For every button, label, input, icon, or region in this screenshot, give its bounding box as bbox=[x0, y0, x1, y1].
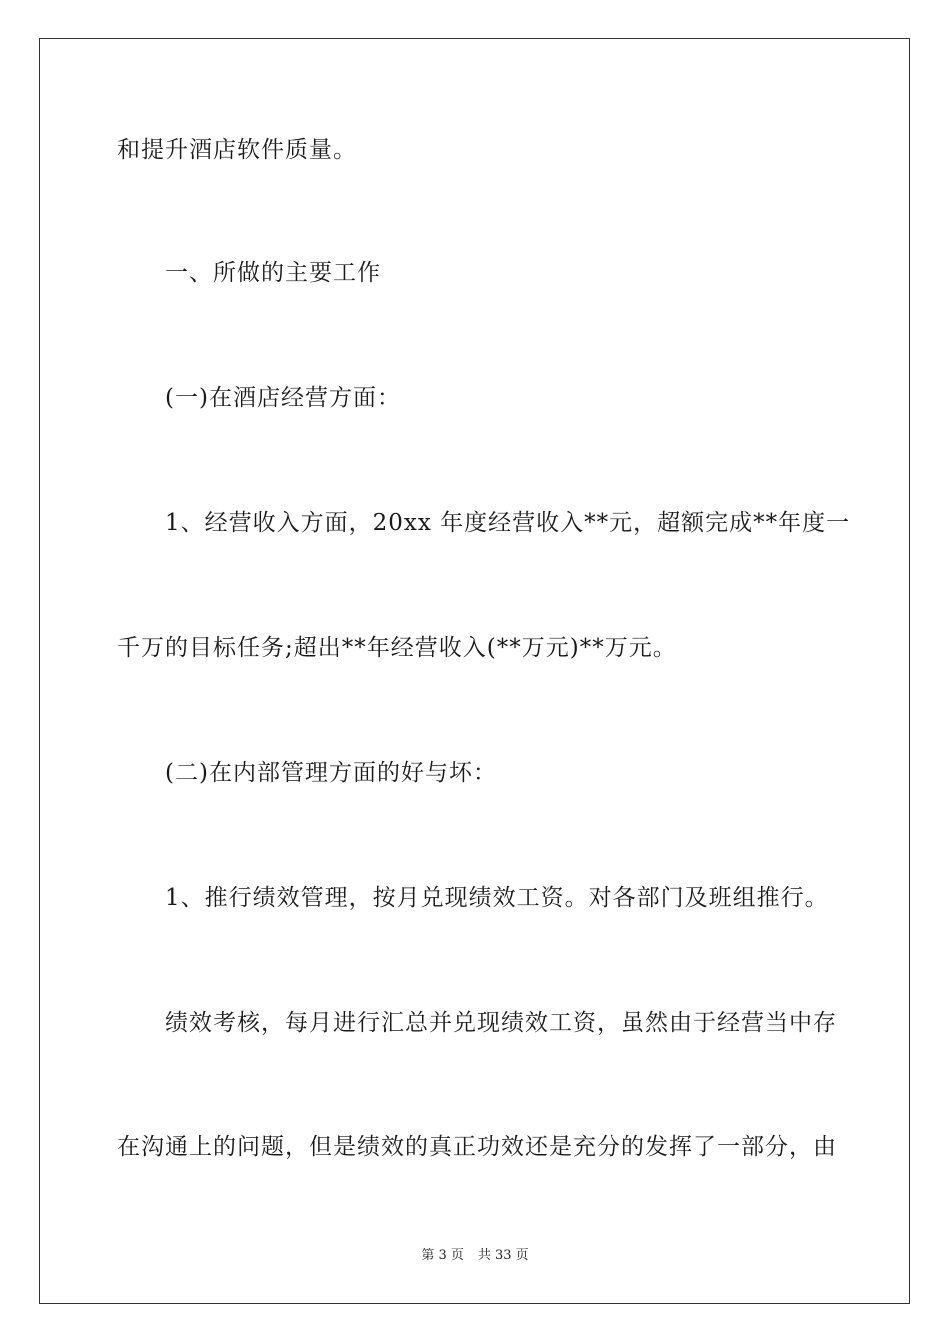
section-heading: 一、所做的主要工作 bbox=[165, 260, 381, 286]
body-line-4: 1、经营收入方面，20xx 年度经营收入**元，超额完成**年度一 bbox=[165, 510, 851, 536]
page-footer bbox=[0, 1247, 950, 1265]
page-number: 第 3 页 bbox=[421, 1248, 464, 1263]
subsection-heading-2: (二)在内部管理方面的好与坏： bbox=[165, 760, 497, 786]
subsection-heading-1: (一)在酒店经营方面： bbox=[165, 385, 401, 411]
page-border bbox=[39, 38, 910, 1304]
body-line-7: 1、推行绩效管理，按月兑现绩效工资。对各部门及班组推行。 bbox=[165, 885, 829, 911]
body-line-5: 千万的目标任务;超出**年经营收入(**万元)**万元。 bbox=[117, 635, 677, 661]
body-line-8: 绩效考核，每月进行汇总并兑现绩效工资，虽然由于经营当中存 bbox=[165, 1010, 837, 1036]
body-line-1: 和提升酒店软件质量。 bbox=[117, 137, 357, 163]
body-line-9: 在沟通上的问题，但是绩效的真正功效还是充分的发挥了一部分，由 bbox=[117, 1134, 837, 1160]
page-total: 共 33 页 bbox=[477, 1248, 529, 1263]
